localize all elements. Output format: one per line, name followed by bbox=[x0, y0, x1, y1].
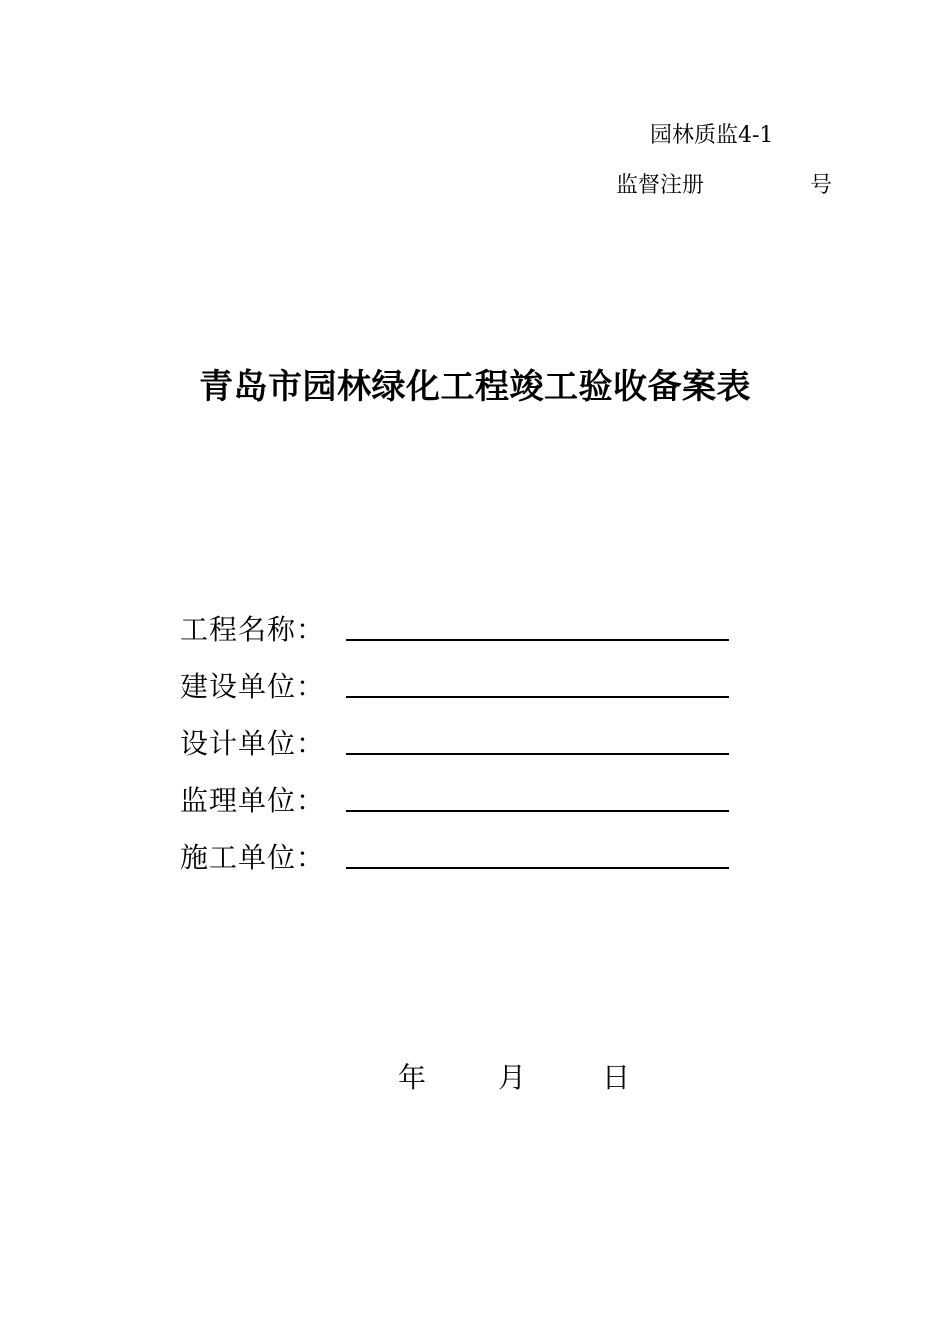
field-blank-line[interactable] bbox=[346, 639, 729, 641]
date-month-label: 月 bbox=[498, 1061, 527, 1094]
field-blank-line[interactable] bbox=[346, 867, 729, 869]
date-day-label: 日 bbox=[602, 1061, 631, 1094]
document-title: 青岛市园林绿化工程竣工验收备案表 bbox=[199, 367, 751, 407]
field-construction-unit bbox=[180, 669, 740, 709]
date-year-label: 年 bbox=[398, 1061, 427, 1094]
field-label: 建设单位： bbox=[180, 670, 326, 703]
registration-suffix: 号 bbox=[810, 173, 833, 198]
field-label: 设计单位： bbox=[180, 727, 326, 760]
field-label: 施工单位： bbox=[180, 841, 326, 874]
field-blank-line[interactable] bbox=[346, 696, 729, 698]
field-contractor-unit bbox=[180, 840, 740, 880]
form-code: 园林质监4-1 bbox=[650, 123, 774, 148]
field-blank-line[interactable] bbox=[346, 810, 729, 812]
field-label: 工程名称： bbox=[180, 613, 326, 646]
field-supervision-unit bbox=[180, 783, 740, 823]
field-label: 监理单位： bbox=[180, 784, 326, 817]
field-blank-line[interactable] bbox=[346, 753, 729, 755]
field-project-name bbox=[180, 612, 740, 652]
registration-number-line bbox=[616, 170, 836, 202]
field-design-unit bbox=[180, 726, 740, 766]
registration-label: 监督注册 bbox=[616, 173, 705, 198]
